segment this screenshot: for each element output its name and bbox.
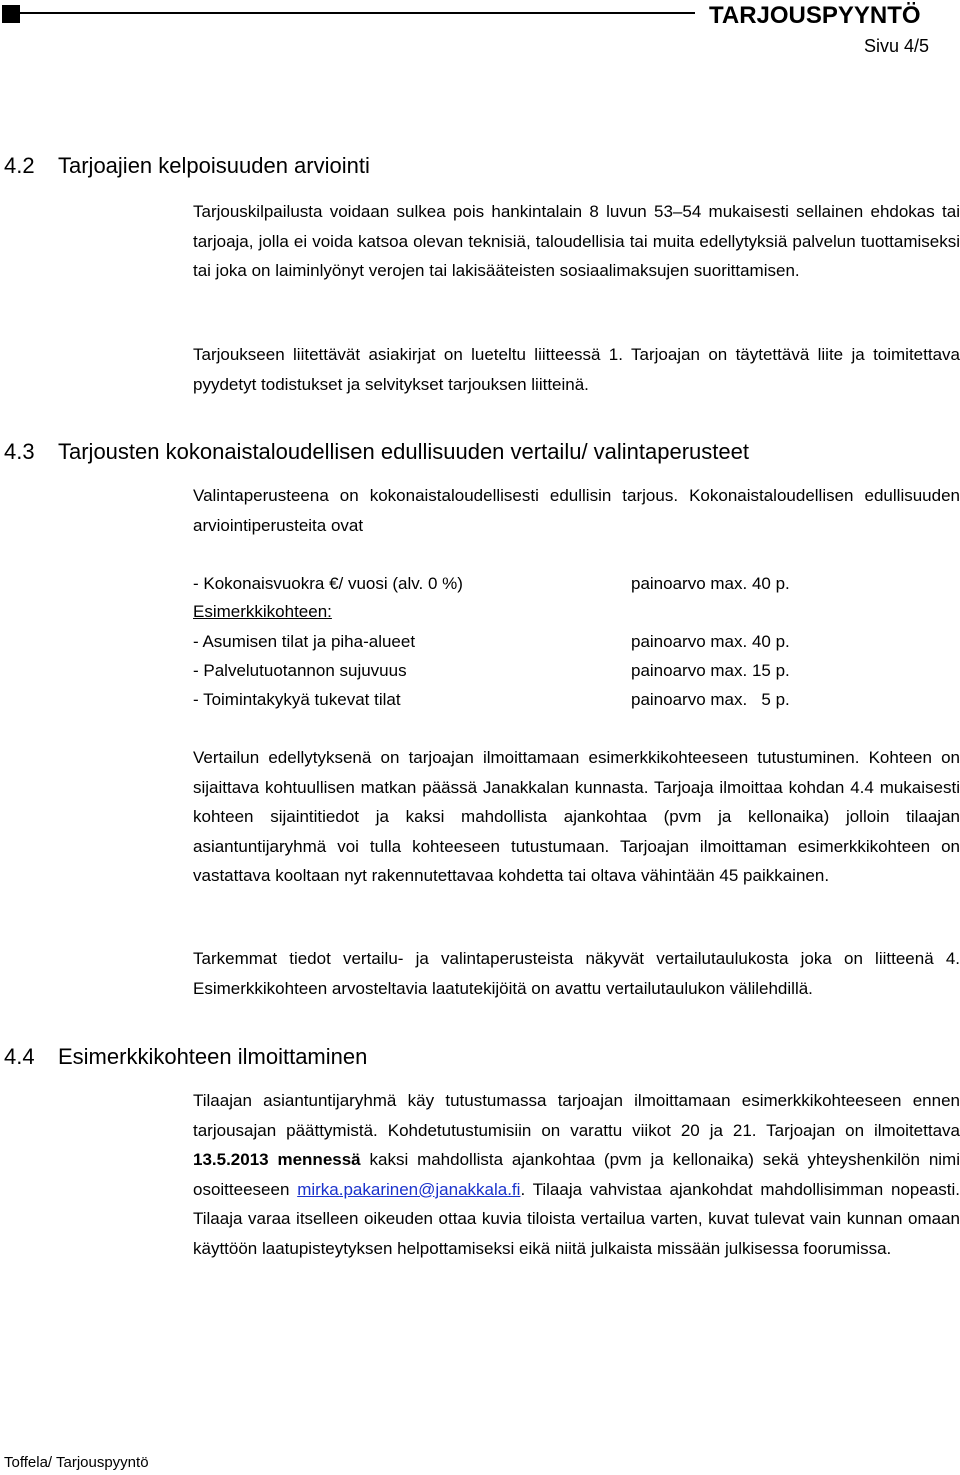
section-title: Esimerkkikohteen ilmoittaminen xyxy=(58,1044,368,1069)
criteria-weight: painoarvo max. 40 p. xyxy=(631,574,790,593)
criteria-label: - Toimintakykyä tukevat tilat xyxy=(193,690,401,709)
paragraph-further-details: Tarkemmat tiedot vertailu- ja valintaperusteista näkyvät vertailutaulukosta joka on liitteenä 4. Esimerkkikohteen arvosteltavia laatutekijöitä on avattu vertailutaulukon välilehdillä. xyxy=(193,949,960,998)
paragraph-selection-criteria: Valintaperusteena on kokonaistaloudellisesti edullisin tarjous. Kokonaistaloudellisen edullisuuden arviointiperusteita ovat xyxy=(193,486,960,535)
criteria-label: - Asumisen tilat ja piha-alueet xyxy=(193,632,416,651)
criteria-label: - Palvelutuotannon sujuvuus xyxy=(193,661,407,680)
section-heading-4-2 xyxy=(4,153,370,179)
header-square xyxy=(2,5,20,23)
page-number: Sivu 4/5 xyxy=(864,36,930,56)
section-title: Tarjoajien kelpoisuuden arviointi xyxy=(58,153,370,178)
criteria-row xyxy=(193,569,893,598)
header-rule xyxy=(20,12,695,14)
paragraph-text: . Tilaaja vahvistaa ajankohdat mahdollisimman nopeasti. Tilaaja varaa itselleen oikeuden ottaa kuvia tiloista vertailua varten, kuvat tulevat vain kunnan omaan käyttöön laatupisteytyksen helpottamiseksi eikä niitä julkaista missään julkisessa foorumissa. xyxy=(193,1179,960,1258)
footer-text: Toffela/ Tarjouspyyntö xyxy=(4,1454,149,1471)
paragraph-notification xyxy=(193,1086,960,1263)
criteria-label: - Kokonaisvuokra €/ vuosi (alv. 0 %) xyxy=(193,574,463,593)
paragraph-text: kaksi mahdollista ajankohtaa (pvm ja kellonaika) sekä yhteyshenkilön nimi osoitteeseen xyxy=(193,1150,960,1199)
section-heading-4-4 xyxy=(4,1044,367,1070)
paragraph-exclusion: Tarjouskilpailusta voidaan sulkea pois hankintalain 8 luvun 53–54 mukaisesti sellainen ehdokas tai tarjoaja, jolla ei voida katsoa olevan teknisiä, taloudellisia tai muita edellytyksiä palvelun tuottamiseksi tai joka on laiminlyönyt verojen tai lakisääteisten sosiaalimaksujen suorittamisen. xyxy=(193,202,960,280)
criteria-subheading xyxy=(193,597,893,626)
section-number: 4.3 xyxy=(4,439,35,464)
paragraph-comparison: Vertailun edellytyksenä on tarjoajan ilmoittamaan esimerkkikohteeseen tutustuminen. Kohteen on sijaittava kohtuullisen matkan päässä Janakkalan kunnasta. Tarjoaja ilmoittaa kohdan 4.4 mukaisesti kohteen sijaintitiedot ja kaksi mahdollista ajankohtaa (pvm ja kellonaika) jolloin tilaajan asiantuntijaryhmä voi tulla kohteeseen tutustumaan. Tarjoajan ilmoittaman esimerkkikohteen on vastattava kooltaan nyt rakennutettavaa kohdetta tai oltava vähintään 45 paikkainen. xyxy=(193,748,960,885)
document-title: TARJOUSPYYNTÖ xyxy=(709,2,921,29)
deadline-date: 13.5.2013 mennessä xyxy=(193,1150,361,1169)
section-heading-4-3 xyxy=(4,439,749,465)
criteria-label: Esimerkkikohteen: xyxy=(193,602,332,621)
paragraph-text: Tilaajan asiantuntijaryhmä käy tutustumassa tarjoajan ilmoittamaan esimerkkikohteeseen ennen tarjousajan päättymistä. Kohdetutustumisiin on varattu viikot 20 ja 21. Tarjoajan on ilmoitettava xyxy=(193,1091,960,1140)
email-link[interactable]: mirka.pakarinen@janakkala.fi xyxy=(297,1179,521,1199)
paragraph-attachments: Tarjoukseen liitettävät asiakirjat on lueteltu liitteessä 1. Tarjoajan on täytettävä liite ja toimitettava pyydetyt todistukset ja selvitykset tarjouksen liitteinä. xyxy=(193,345,960,394)
section-number: 4.2 xyxy=(4,153,35,178)
criteria-row xyxy=(193,685,893,714)
section-number: 4.4 xyxy=(4,1044,35,1069)
section-title: Tarjousten kokonaistaloudellisen edullisuuden vertailu/ valintaperusteet xyxy=(58,439,749,464)
criteria-weight: painoarvo max. 5 p. xyxy=(631,690,790,709)
criteria-weight: painoarvo max. 40 p. xyxy=(631,632,790,651)
criteria-row xyxy=(193,627,893,656)
criteria-row xyxy=(193,656,893,685)
criteria-weight: painoarvo max. 15 p. xyxy=(631,661,790,680)
